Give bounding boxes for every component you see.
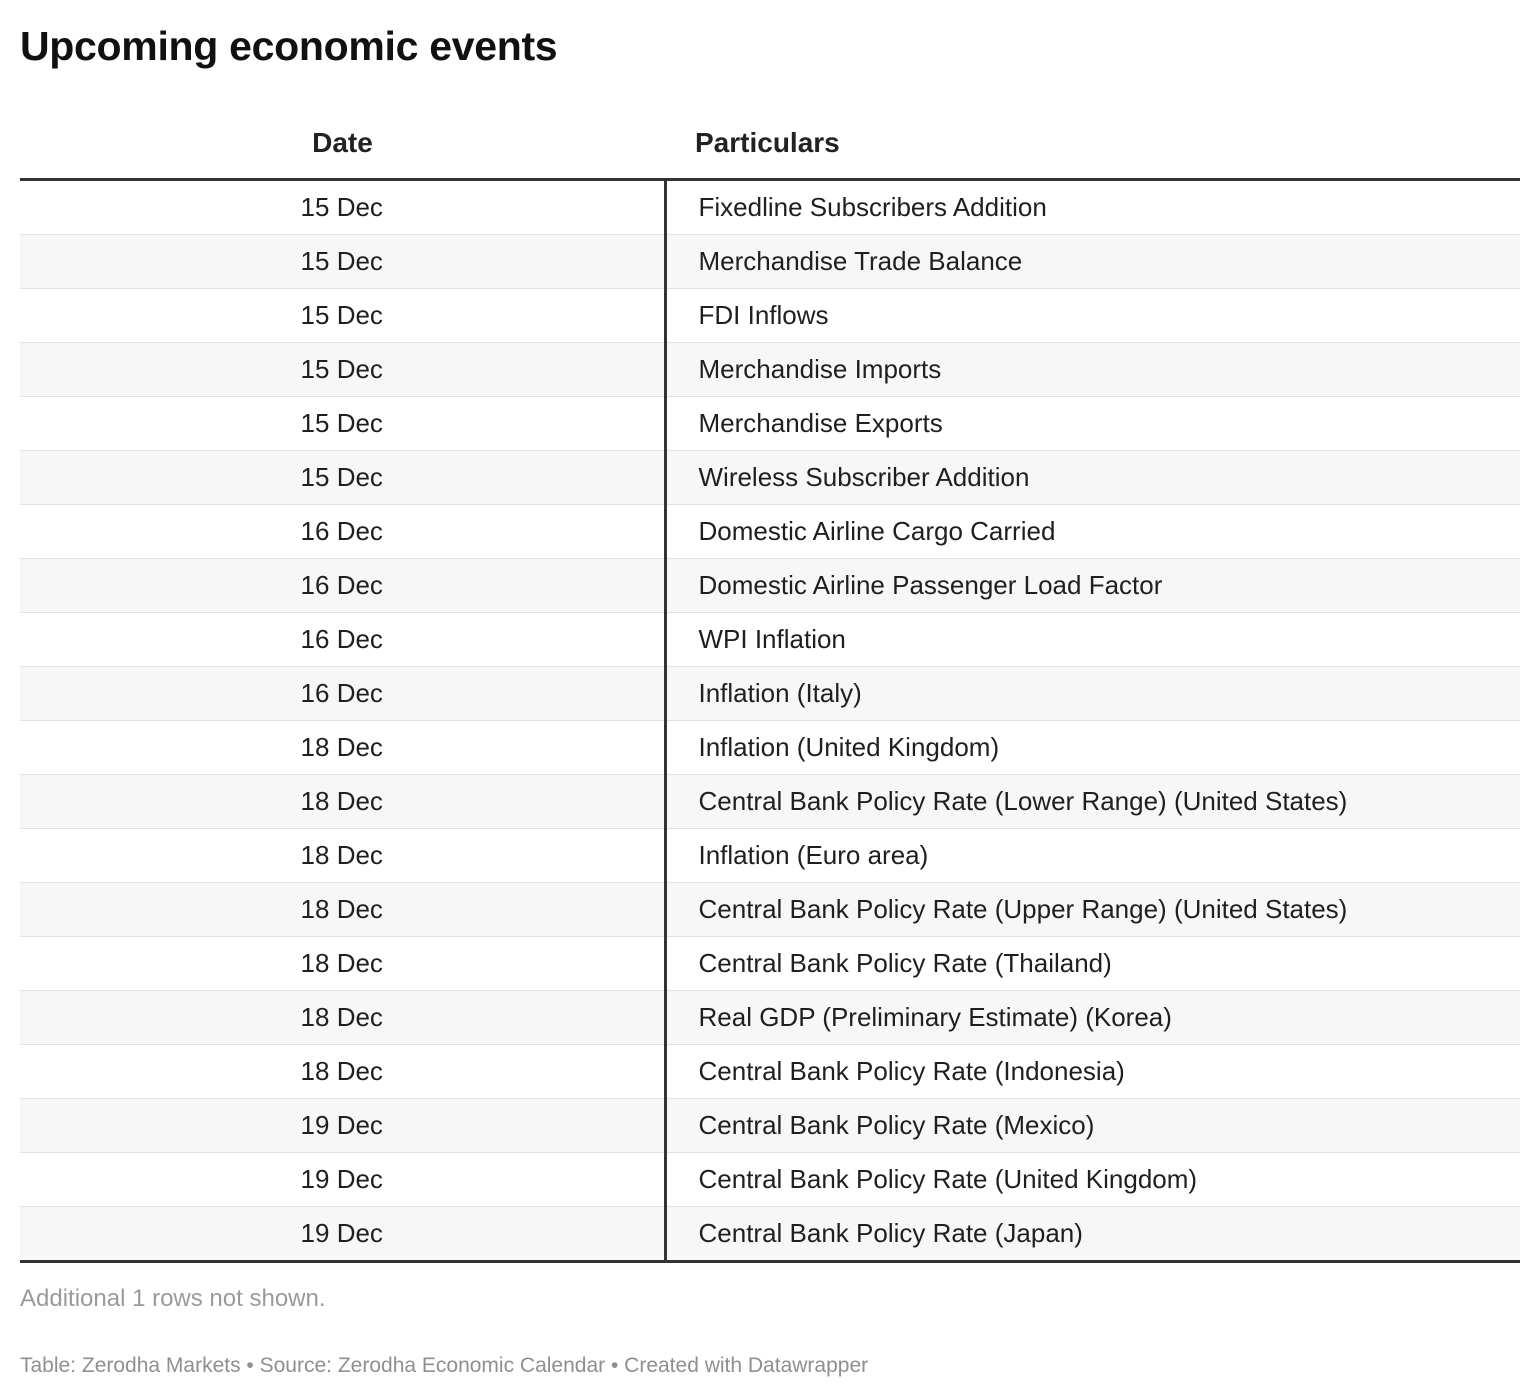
particulars-cell: Inflation (United Kingdom) [665, 721, 1520, 775]
particulars-cell: Inflation (Italy) [665, 667, 1520, 721]
table-row [20, 937, 1520, 991]
events-table [20, 108, 1520, 1263]
particulars-cell: Central Bank Policy Rate (Thailand) [665, 937, 1520, 991]
date-cell: 19 Dec [20, 1099, 665, 1153]
table-body [20, 180, 1520, 1262]
table-row [20, 775, 1520, 829]
table-row [20, 991, 1520, 1045]
date-cell: 19 Dec [20, 1207, 665, 1262]
date-cell: 15 Dec [20, 180, 665, 235]
page-title: Upcoming economic events [20, 23, 558, 69]
table-row [20, 1099, 1520, 1153]
date-cell: 16 Dec [20, 613, 665, 667]
table-row [20, 613, 1520, 667]
particulars-cell: WPI Inflation [665, 613, 1520, 667]
particulars-cell: Central Bank Policy Rate (Lower Range) (United States) [665, 775, 1520, 829]
table-row [20, 883, 1520, 937]
date-cell: 16 Dec [20, 505, 665, 559]
particulars-cell: Central Bank Policy Rate (Japan) [665, 1207, 1520, 1262]
date-cell: 18 Dec [20, 937, 665, 991]
date-cell: 18 Dec [20, 883, 665, 937]
table-header [20, 108, 1520, 180]
table-row [20, 667, 1520, 721]
table-row [20, 1153, 1520, 1207]
table-row [20, 505, 1520, 559]
rows-hidden-note: Additional 1 rows not shown. [20, 1285, 326, 1312]
date-cell: 15 Dec [20, 343, 665, 397]
table-row [20, 1045, 1520, 1099]
date-cell: 18 Dec [20, 991, 665, 1045]
particulars-cell: FDI Inflows [665, 289, 1520, 343]
date-cell: 15 Dec [20, 289, 665, 343]
date-cell: 18 Dec [20, 829, 665, 883]
date-cell: 19 Dec [20, 1153, 665, 1207]
date-cell: 18 Dec [20, 775, 665, 829]
particulars-cell: Inflation (Euro area) [665, 829, 1520, 883]
header-row [20, 108, 1520, 180]
particulars-cell: Domestic Airline Cargo Carried [665, 505, 1520, 559]
particulars-cell: Domestic Airline Passenger Load Factor [665, 559, 1520, 613]
date-cell: 18 Dec [20, 721, 665, 775]
particulars-cell: Real GDP (Preliminary Estimate) (Korea) [665, 991, 1520, 1045]
table-row [20, 289, 1520, 343]
particulars-cell: Merchandise Imports [665, 343, 1520, 397]
date-cell: 16 Dec [20, 667, 665, 721]
particulars-cell: Central Bank Policy Rate (Upper Range) (United States) [665, 883, 1520, 937]
particulars-cell: Wireless Subscriber Addition [665, 451, 1520, 505]
column-header-date: Date [20, 108, 665, 180]
date-cell: 15 Dec [20, 235, 665, 289]
date-cell: 18 Dec [20, 1045, 665, 1099]
table-row [20, 397, 1520, 451]
date-cell: 15 Dec [20, 451, 665, 505]
table-row [20, 829, 1520, 883]
particulars-cell: Central Bank Policy Rate (Mexico) [665, 1099, 1520, 1153]
table-row [20, 721, 1520, 775]
source-footer: Table: Zerodha Markets • Source: Zerodha Economic Calendar • Created with Datawrapper [20, 1354, 869, 1377]
particulars-cell: Central Bank Policy Rate (Indonesia) [665, 1045, 1520, 1099]
table-row [20, 235, 1520, 289]
table-row [20, 1207, 1520, 1262]
particulars-cell: Central Bank Policy Rate (United Kingdom) [665, 1153, 1520, 1207]
particulars-cell: Merchandise Trade Balance [665, 235, 1520, 289]
events-table-container [20, 108, 1520, 1263]
particulars-cell: Fixedline Subscribers Addition [665, 180, 1520, 235]
table-row [20, 343, 1520, 397]
particulars-cell: Merchandise Exports [665, 397, 1520, 451]
table-row [20, 559, 1520, 613]
table-row [20, 451, 1520, 505]
date-cell: 15 Dec [20, 397, 665, 451]
column-header-particulars: Particulars [665, 108, 1520, 180]
date-cell: 16 Dec [20, 559, 665, 613]
table-row [20, 180, 1520, 235]
